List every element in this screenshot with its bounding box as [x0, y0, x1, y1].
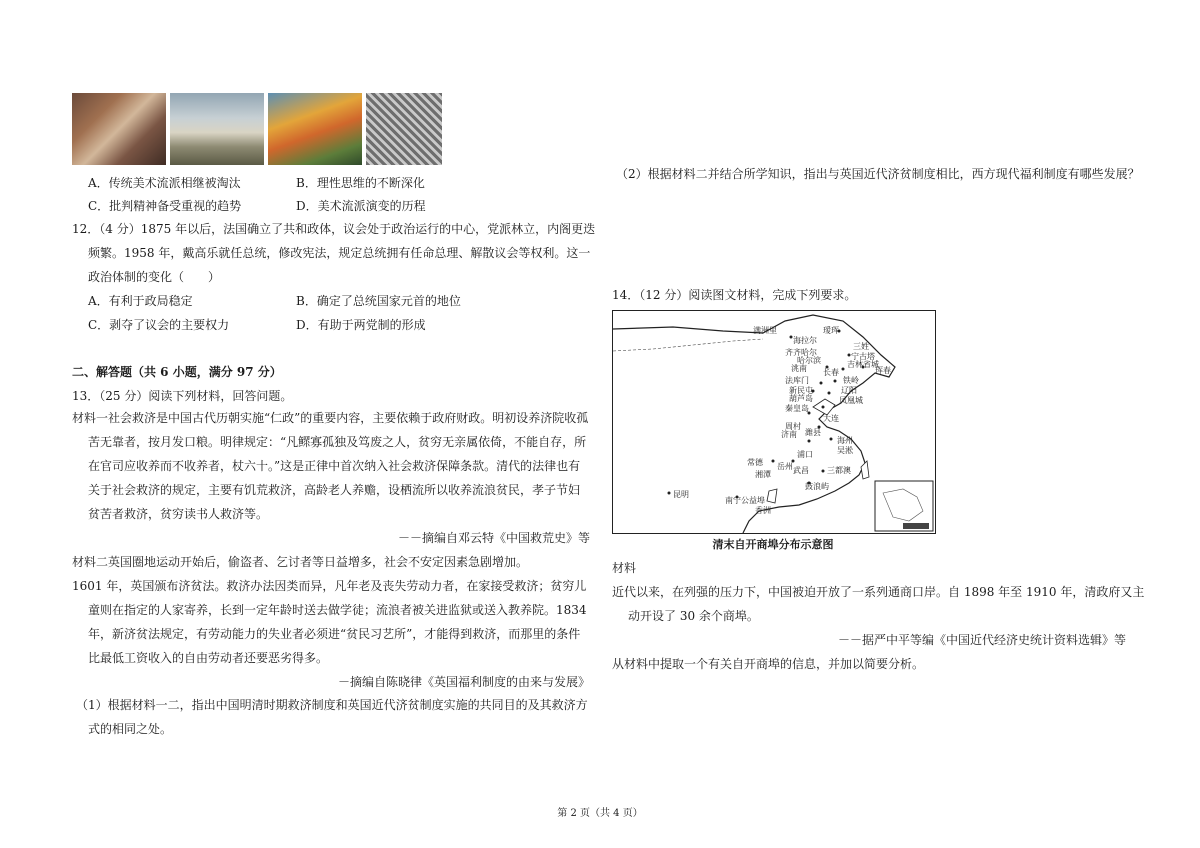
q14-intro: 14．（12 分）阅读图文材料，完成下列要求。 — [612, 288, 857, 302]
q12-option-c: C．剥夺了议会的主要权力 — [88, 318, 230, 332]
q13-part1-line1: （1）根据材料一二，指出中国明清时期救济制度和英国近代济贫制度实施的共同目的及其救济方 — [76, 698, 588, 712]
city-label: 周村 — [785, 422, 801, 431]
hainan-island — [767, 489, 777, 503]
city-label: 法库门 — [785, 376, 809, 385]
city-dot — [820, 382, 823, 385]
q13-material2-line5: 比最低工资收入的自由劳动者还要恶劣得多。 — [88, 651, 329, 665]
q11-option-b: B．理性思维的不断深化 — [296, 176, 425, 190]
city-label: 新民屯 — [789, 386, 813, 395]
city-label: 洮南 — [791, 364, 807, 373]
q13-material1-line1: 材料一社会救济是中国古代历朝实施“仁政”的重要内容，主要依赖于政府财政。明初设养济院收孤 — [72, 411, 589, 425]
city-label: 海州 — [837, 436, 853, 445]
city-label: 武昌 — [793, 466, 809, 475]
city-dot — [822, 470, 825, 473]
q12-option-d: D．有助于两党制的形成 — [296, 318, 426, 332]
city-dot — [828, 392, 831, 395]
city-label: 长春 — [823, 368, 839, 377]
painting-image-1 — [72, 93, 166, 165]
painting-image-3 — [268, 93, 362, 165]
q13-material1-line2: 苦无靠者，按月发口粮。明律规定：“凡鳏寡孤独及笃废之人，贫穷无亲属依倚，不能自存，所 — [88, 435, 587, 449]
q13-intro: 13．（25 分）阅读下列材料，回答问题。 — [72, 389, 293, 403]
city-label: 葫芦岛 — [789, 394, 813, 403]
city-dot — [772, 460, 775, 463]
china-ports-map — [612, 310, 936, 534]
border-line — [613, 339, 763, 351]
city-label: 海拉尔 — [793, 336, 817, 345]
q14-material-line2: 动开设了 30 余个商埠。 — [628, 609, 759, 623]
q14-material-label: 材料 — [612, 561, 637, 575]
q14-material-line1: 近代以来，在列强的压力下，中国被迫开放了一系列通商口岸。自 1898 年至 1910 年，清政府又主 — [612, 585, 1145, 599]
taiwan-island — [861, 461, 869, 479]
q11-option-c: C．批判精神备受重视的趋势 — [88, 199, 242, 213]
city-label: 鼓浪屿 — [805, 482, 829, 491]
q13-material2-line1: 材料二英国圈地运动开始后，偷盗者、乞讨者等日益增多，社会不安定因素急剧增加。 — [72, 555, 529, 569]
city-label: 潍县 — [805, 428, 821, 437]
q13-material1-line3: 在官司应收养而不收养者，杖六十。”这是正律中首次纳入社会救济保障条款。清代的法律也有 — [88, 459, 581, 473]
q13-material2-line3: 童则在指定的人家寄养，长到一定年龄时送去做学徒；流浪者被关进监狱或送入教养院。1834 — [88, 603, 587, 617]
q11-option-a: A．传统美术流派相继被淘汰 — [88, 176, 241, 190]
city-label: 哈尔滨 — [797, 356, 821, 365]
city-label: 济南 — [781, 430, 797, 439]
city-label: 珲春 — [875, 366, 891, 375]
city-label: 浦口 — [797, 450, 813, 459]
city-label: 湘潭 — [755, 470, 771, 479]
q12-text-line2: 频繁。1958 年，戴高乐就任总统，修改宪法，规定总统拥有任命总理、解散议会等权利。这一 — [88, 246, 591, 260]
city-dot — [668, 492, 671, 495]
q13-material1-source: －－摘编自邓云特《中国救荒史》等 — [398, 531, 591, 545]
city-dot — [842, 368, 845, 371]
q12-option-b: B．确定了总统国家元首的地位 — [296, 294, 461, 308]
city-label: 齐齐哈尔 — [785, 348, 817, 357]
section-heading: 二、解答题（共 6 小题，满分 97 分） — [72, 365, 282, 379]
page-footer: 第 2 页（共 4 页） — [557, 808, 643, 819]
city-label: 吴淞 — [837, 446, 853, 455]
city-dot — [808, 440, 811, 443]
painting-image-4 — [366, 93, 442, 165]
q13-part1-line2: 式的相同之处。 — [88, 722, 173, 736]
q13-material2-source: －摘编自陈晓律《英国福利制度的由来与发展》 — [338, 675, 591, 689]
city-label: 秦皇岛 — [785, 404, 809, 413]
q12-option-a: A．有利于政局稳定 — [88, 294, 193, 308]
city-label: 满洲里 — [753, 326, 777, 335]
q14-material-source: －－据严中平等编《中国近代经济史统计资料选辑》等 — [838, 633, 1127, 647]
q13-material2-line4: 年，新济贫法规定，有劳动能力的失业者必须进“贫民习艺所”，才能得到救济，而那里的条件 — [88, 627, 581, 641]
map-caption: 清末自开商埠分布示意图 — [712, 538, 834, 551]
city-label: 昆明 — [673, 490, 689, 499]
city-labels — [673, 325, 891, 515]
painting-image-2 — [170, 93, 264, 165]
q13-material2-line2: 1601 年，英国颁布济贫法。救济办法因类而异，凡年老及丧失劳动力者，在家接受救济；贫穷儿 — [72, 579, 587, 593]
city-label: 三姓 — [853, 342, 869, 351]
q13-material1-line4: 关于社会救济的规定，主要有饥荒救济，高龄老人养赡，设栖流所以收养流浪贫民，孝子节妇 — [88, 483, 581, 497]
q12-text-line3: 政治体制的变化（ ） — [88, 270, 221, 284]
city-label: 南宁 — [725, 496, 741, 505]
city-label: 三都澳 — [827, 466, 851, 475]
city-label: 常德 — [747, 458, 763, 467]
q11-option-d: D．美术流派演变的历程 — [296, 199, 426, 213]
city-label: 岳州 — [777, 462, 793, 471]
q12-text-line1: 12．（4 分）1875 年以后，法国确立了共和政体，议会处于政治运行的中心，党派林立，内阁更迭 — [72, 222, 596, 236]
city-dot — [822, 406, 825, 409]
q13-part2: （2）根据材料二并结合所学知识，指出与英国近代济贫制度相比，西方现代福利制度有哪些发展？ — [616, 167, 1140, 181]
city-label: 铁岭 — [843, 376, 859, 385]
q13-material1-line5: 贫苦者救济，贫穷读书人救济等。 — [88, 507, 269, 521]
city-label: 瑷珲 — [823, 326, 839, 335]
city-label: 公益埠 — [741, 496, 765, 505]
city-label: 香洲 — [755, 506, 771, 515]
map-graphic — [613, 311, 935, 533]
city-label: 宁古塔 — [851, 352, 875, 361]
inset-legend — [903, 523, 929, 529]
city-label: 凤凰城 — [839, 396, 863, 405]
city-label: 大连 — [823, 414, 839, 423]
city-dot — [834, 380, 837, 383]
q14-task: 从材料中提取一个有关自开商埠的信息，并加以简要分析。 — [612, 657, 925, 671]
city-label: 辽阳 — [841, 386, 857, 395]
city-dot — [830, 438, 833, 441]
city-label: 吉林省城 — [847, 360, 879, 369]
